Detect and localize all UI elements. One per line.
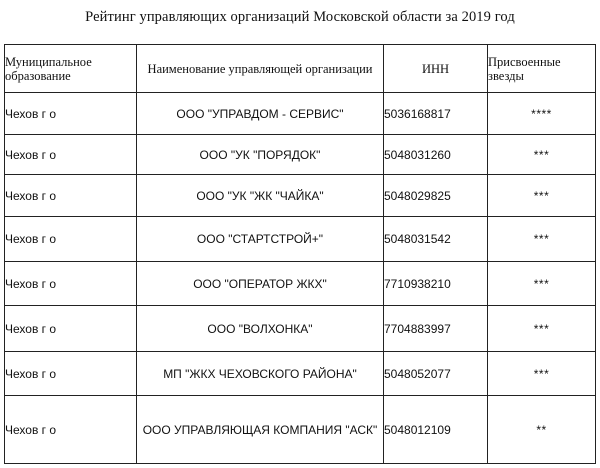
row-municipality: Чехов г о xyxy=(5,175,137,217)
row-municipality: Чехов г о xyxy=(5,396,137,464)
row-municipality: Чехов г о xyxy=(5,262,137,306)
row-organization-name: ООО "ОПЕРАТОР ЖКХ" xyxy=(137,262,384,306)
row-stars: *** xyxy=(488,306,596,352)
row-stars: *** xyxy=(488,262,596,306)
row-stars: ** xyxy=(488,396,596,464)
table-row xyxy=(5,352,596,396)
row-organization-name: ООО "ВОЛХОНКА" xyxy=(137,306,384,352)
table-row xyxy=(5,135,596,175)
header-inn: ИНН xyxy=(384,45,488,93)
table-row xyxy=(5,262,596,306)
table-row xyxy=(5,93,596,135)
row-municipality: Чехов г о xyxy=(5,352,137,396)
row-inn: 5048029825 xyxy=(384,175,488,217)
header-organization-name: Наименование управляющей организации xyxy=(137,45,384,93)
row-organization-name: ООО "УПРАВДОМ - СЕРВИС" xyxy=(137,93,384,135)
row-inn: 7710938210 xyxy=(384,262,488,306)
row-stars: *** xyxy=(488,135,596,175)
row-stars: *** xyxy=(488,217,596,262)
row-inn: 5048031260 xyxy=(384,135,488,175)
table-row xyxy=(5,396,596,464)
row-municipality: Чехов г о xyxy=(5,93,137,135)
row-organization-name: ООО "УК "ЖК "ЧАЙКА" xyxy=(137,175,384,217)
row-inn: 5048012109 xyxy=(384,396,488,464)
row-organization-name: ООО "СТАРТСТРОЙ+" xyxy=(137,217,384,262)
row-stars: **** xyxy=(488,93,596,135)
row-stars: *** xyxy=(488,352,596,396)
row-inn: 5048052077 xyxy=(384,352,488,396)
row-inn: 7704883997 xyxy=(384,306,488,352)
row-inn: 5036168817 xyxy=(384,93,488,135)
row-municipality: Чехов г о xyxy=(5,306,137,352)
table-row xyxy=(5,175,596,217)
table-row xyxy=(5,306,596,352)
row-stars: *** xyxy=(488,175,596,217)
row-municipality: Чехов г о xyxy=(5,217,137,262)
row-organization-name: МП "ЖКХ ЧЕХОВСКОГО РАЙОНА" xyxy=(137,352,384,396)
table-header-row xyxy=(5,45,596,93)
document-title: Рейтинг управляющих организаций Московской области за 2019 год xyxy=(85,9,515,25)
row-organization-name: ООО "УК "ПОРЯДОК" xyxy=(137,135,384,175)
row-inn: 5048031542 xyxy=(384,217,488,262)
table-row xyxy=(5,217,596,262)
row-organization-name: ООО УПРАВЛЯЮЩАЯ КОМПАНИЯ "АСК" xyxy=(137,396,384,464)
header-municipality: Муниципальное образование xyxy=(5,45,137,93)
header-stars: Присвоенные звезды xyxy=(488,45,596,93)
rating-table xyxy=(4,44,596,464)
row-municipality: Чехов г о xyxy=(5,135,137,175)
